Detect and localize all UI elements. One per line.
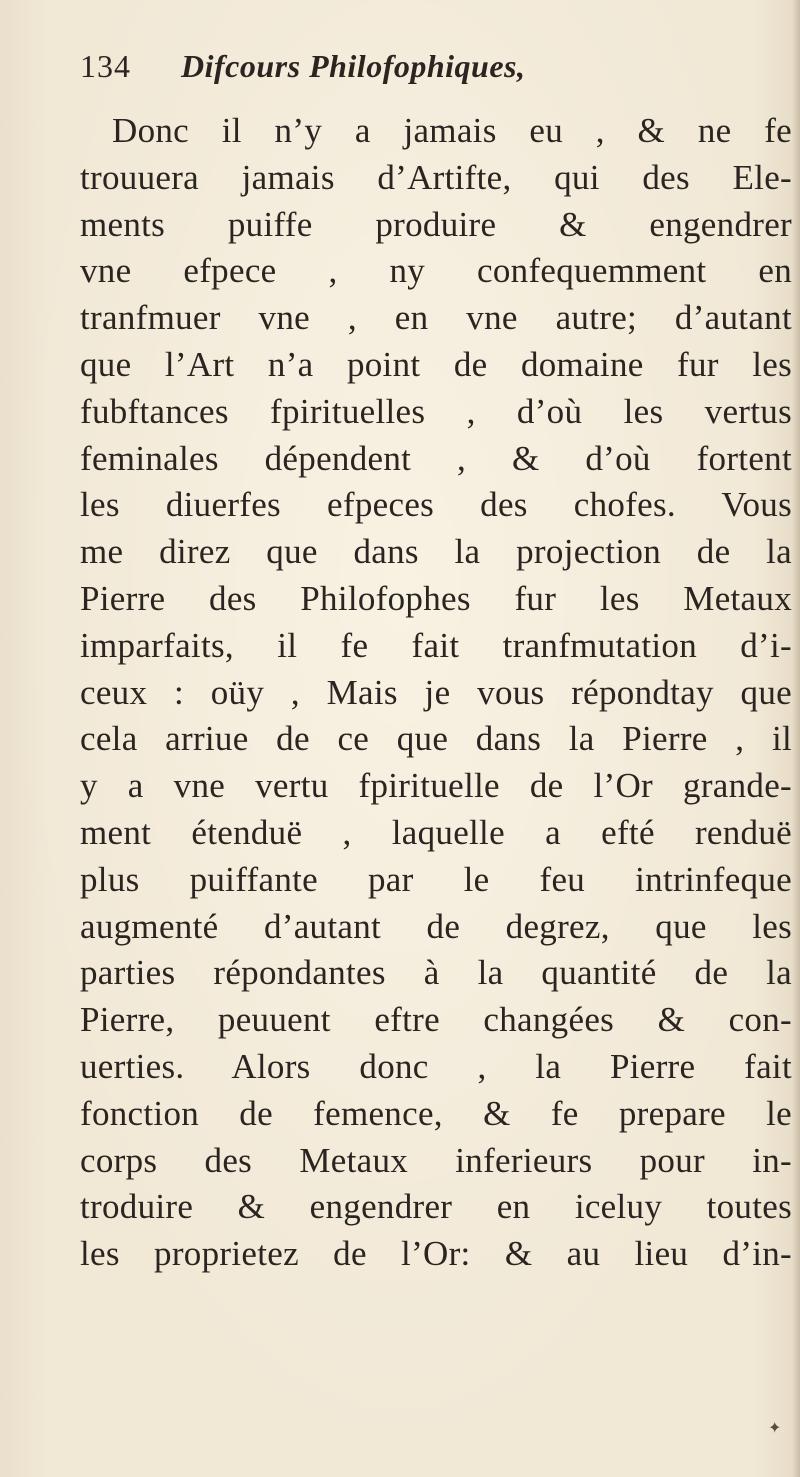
- running-head-title: Difcours Philofophiques,: [181, 48, 526, 84]
- text-line: uerties. Alors donc , la Pierre fait: [80, 1046, 792, 1086]
- text-line: ments puiffe produire & engendrer: [80, 204, 792, 244]
- text-line: ceux : oüy , Mais je vous répondtay que: [80, 672, 792, 712]
- text-line: parties répondantes à la quantité de la: [80, 953, 792, 993]
- text-line: les diuerfes efpeces des chofes. Vous: [80, 485, 792, 525]
- text-line: Pierre des Philofophes fur les Metaux: [80, 578, 792, 618]
- text-line: plus puiffante par le feu intrinfeque: [80, 859, 792, 899]
- page-edge-shadow: [792, 0, 800, 1477]
- text-body: [80, 108, 792, 1278]
- text-line: y a vne vertu fpirituelle de l’Or grande-: [80, 766, 792, 806]
- page-number: 134: [80, 48, 131, 84]
- running-head: [80, 48, 525, 98]
- text-line: trouuera jamais d’Artifte, qui des Ele-: [80, 157, 792, 197]
- text-line: corps des Metaux inferieurs pour in-: [80, 1140, 792, 1180]
- text-line: les proprietez de l’Or: & au lieu d’in-: [80, 1234, 792, 1274]
- text-line: troduire & engendrer en iceluy toutes: [80, 1187, 792, 1227]
- text-line: feminales dépendent , & d’où fortent: [80, 438, 792, 478]
- text-line: que l’Art n’a point de domaine fur les: [80, 344, 792, 384]
- text-line: augmenté d’autant de degrez, que les: [80, 906, 792, 946]
- text-line: me direz que dans la projection de la: [80, 532, 792, 572]
- text-line: Pierre, peuuent eftre changées & con-: [80, 1000, 792, 1040]
- text-line: vne efpece , ny confequemment en: [80, 251, 792, 291]
- text-line: imparfaits, il fe fait tranfmutation d’i-: [80, 625, 792, 665]
- text-line: ment étenduë , laquelle a efté renduë: [80, 812, 792, 852]
- text-line: tranfmuer vne , en vne autre; d’autant: [80, 298, 792, 338]
- text-line: fubftances fpirituelles , d’où les vertus: [80, 391, 792, 431]
- text-line: fonction de femence, & fe prepare le: [80, 1093, 792, 1133]
- text-line: cela arriue de ce que dans la Pierre , il: [80, 719, 792, 759]
- text-line: Donc il n’y a jamais eu , & ne fe: [112, 111, 792, 150]
- ornament-mark: ✦: [768, 1420, 782, 1437]
